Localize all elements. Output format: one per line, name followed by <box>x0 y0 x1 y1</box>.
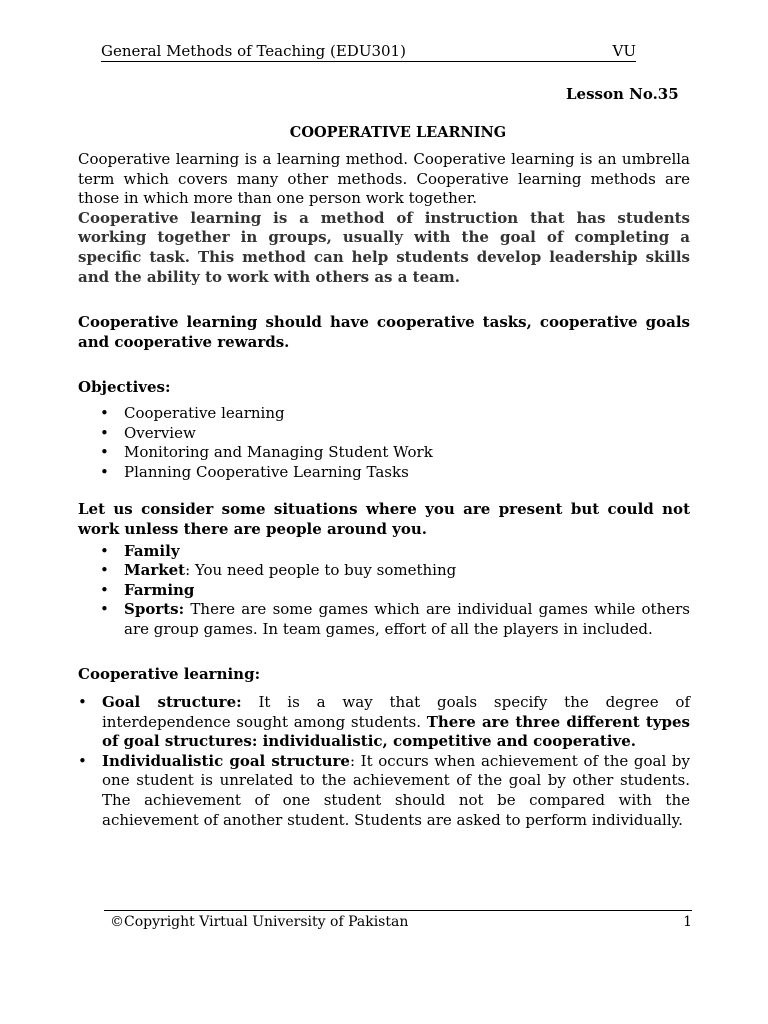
list-item <box>78 600 690 639</box>
situation-term: Family <box>124 541 180 560</box>
situation-term: Sports: <box>124 600 185 619</box>
situation-text: There are some games which are individual games while others are group games. In team games, effort of all the players in included. <box>124 600 690 638</box>
goal-structure-term: Goal structure: <box>102 693 242 712</box>
individualistic-text: : It occurs when achievement of the goal by one student is unrelated to the achievement of the goal by other students. The achievement of one student should not be compared with the achievement of another student. Students are asked to perform individually. <box>102 751 690 829</box>
page-header <box>101 42 636 62</box>
institution-abbrev: VU <box>612 42 636 60</box>
page-number: 1 <box>683 914 692 930</box>
situation-term: Market <box>124 561 186 580</box>
list-item <box>78 693 690 752</box>
situations-list <box>78 542 690 640</box>
situations-intro: Let us consider some situations where you are present but could not work unless there are people around you. <box>78 500 690 538</box>
list-item: • Monitoring and Managing Student Work <box>78 443 690 463</box>
list-item <box>78 542 690 562</box>
objectives-heading: Objectives: <box>78 378 171 397</box>
situation-text: : You need people to buy something <box>185 561 457 580</box>
copyright-notice: ©Copyright Virtual University of Pakistan <box>110 914 409 930</box>
list-item: • Cooperative learning <box>78 404 690 424</box>
requirement-paragraph: Cooperative learning should have cooperative tasks, cooperative goals and cooperative rewards. <box>78 313 690 351</box>
situation-term: Farming <box>124 580 195 599</box>
cooperative-learning-heading: Cooperative learning: <box>78 665 261 684</box>
list-item: • Overview <box>78 424 690 444</box>
individualistic-term: Individualistic goal structure <box>102 751 350 770</box>
page-footer <box>104 910 692 931</box>
goal-structure-text: It is a way that goals specify the degree of interdependence sought among students. <box>102 693 690 731</box>
goal-structures-list <box>78 693 690 830</box>
list-item <box>78 752 690 830</box>
definition-paragraph: Cooperative learning is a method of instruction that has students working together in groups, usually with the goal of completing a specific task. This method can help students develop leadership skills and the ability to work with others as a team. <box>78 208 690 286</box>
document-title: COOPERATIVE LEARNING <box>289 124 507 141</box>
lesson-number: Lesson No.35 <box>566 85 679 103</box>
objectives-list <box>78 404 690 482</box>
course-title: General Methods of Teaching (EDU301) <box>101 42 406 60</box>
list-item <box>78 561 690 581</box>
goal-structure-emphasis: There are three different types of goal structures: individualistic, competitive and cooperative. <box>102 712 690 751</box>
intro-paragraph: Cooperative learning is a learning method. Cooperative learning is an umbrella term which covers many other methods. Cooperative learning methods are those in which more than one person work together. <box>78 150 690 208</box>
document-body <box>78 150 690 830</box>
list-item: • Planning Cooperative Learning Tasks <box>78 463 690 483</box>
list-item <box>78 581 690 601</box>
